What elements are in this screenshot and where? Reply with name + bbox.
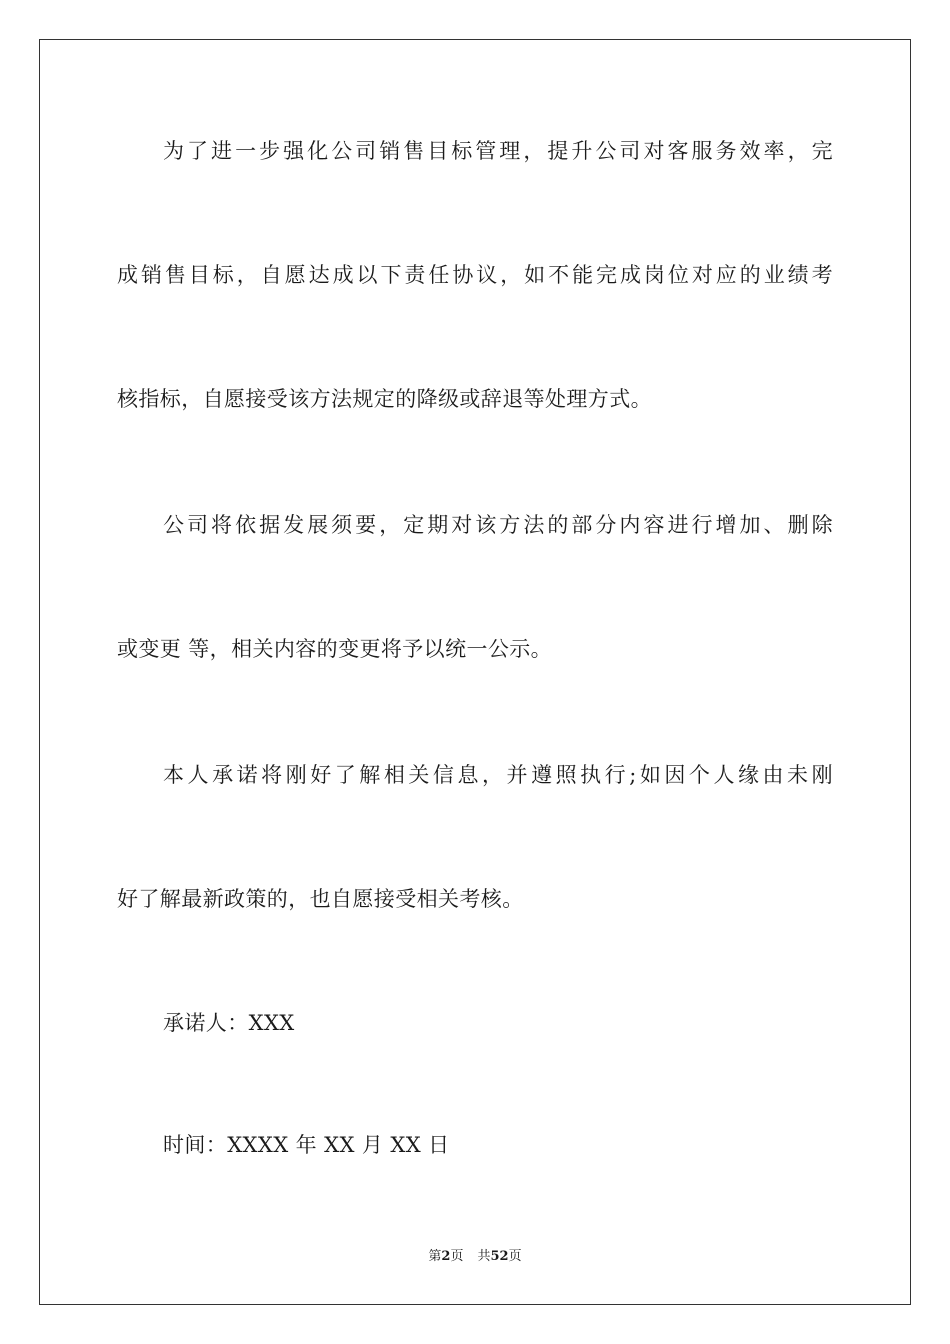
paragraph-1-line-2: 成销售目标，自愿达成以下责任协议，如不能完成岗位对应的业绩考: [117, 263, 833, 287]
page-footer: [0, 1248, 950, 1266]
total-pages: 52: [490, 1249, 509, 1264]
page-border: [39, 39, 911, 1305]
paragraph-1-line-1: 为了进一步强化公司销售目标管理，提升公司对客服务效率，完: [163, 139, 833, 163]
promisor-line: 承诺人：XXX: [163, 1011, 295, 1035]
page-number: 2: [441, 1249, 451, 1264]
page-suffix: 页: [450, 1249, 464, 1264]
paragraph-1-line-3: 核指标，自愿接受该方法规定的降级或辞退等处理方式。: [117, 387, 652, 411]
page-prefix: 第: [428, 1249, 442, 1264]
paragraph-2-line-2: 或变更 等，相关内容的变更将予以统一公示。: [117, 637, 553, 661]
total-prefix: 共: [477, 1249, 491, 1264]
total-suffix: 页: [508, 1249, 522, 1264]
paragraph-3-line-2: 好了解最新政策的，也自愿接受相关考核。: [117, 887, 524, 911]
paragraph-2-line-1: 公司将依据发展须要，定期对该方法的部分内容进行增加、删除: [163, 513, 833, 537]
date-line: 时间：XXXX 年 XX 月 XX 日: [163, 1133, 450, 1157]
paragraph-3-line-1: 本人承诺将刚好了解相关信息，并遵照执行;如因个人缘由未刚: [163, 763, 833, 787]
